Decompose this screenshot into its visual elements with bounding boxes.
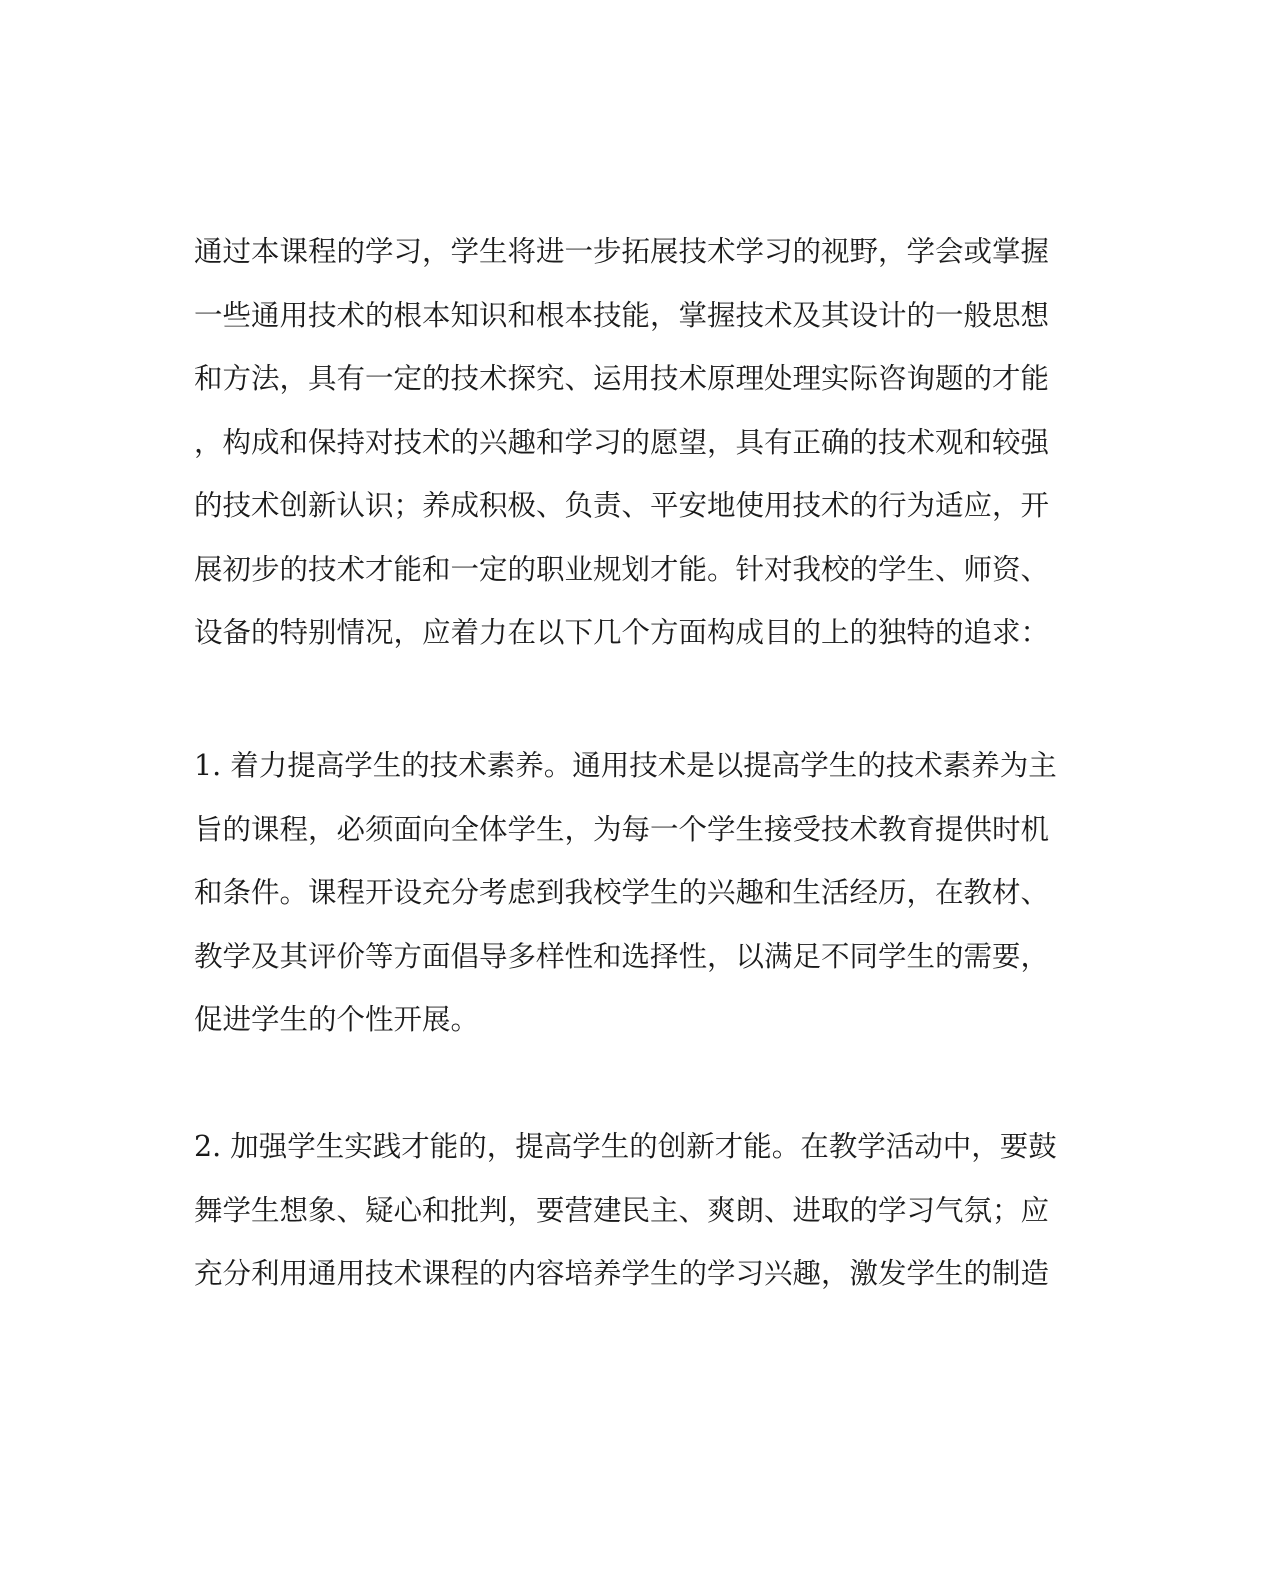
paragraph-point-1: [194, 734, 1064, 1052]
text-line: 充分利用通用技术课程的内容培养学生的学习兴趣，激发学生的制造: [194, 1257, 1050, 1290]
text-line: 和条件。课程开设充分考虑到我校学生的兴趣和生活经历，在教材、: [194, 876, 1050, 909]
text-line: 设备的特别情况，应着力在以下几个方面构成目的上的独特的追求：: [194, 616, 1050, 649]
text-line: ，构成和保持对技术的兴趣和学习的愿望，具有正确的技术观和较强: [194, 425, 1050, 459]
text-line: 舞学生想象、疑心和批判，要营建民主、爽朗、进取的学习气氛；应: [194, 1193, 1050, 1227]
text-line: 展初步的技术才能和一定的职业规划才能。针对我校的学生、师资、: [194, 552, 1050, 586]
text-line: 一些通用技术的根本知识和根本技能，掌握技术及其设计的一般思想: [194, 298, 1050, 332]
text-line: 2. 加强学生实践才能的，提高学生的创新才能。在教学活动中，要鼓: [194, 1130, 1057, 1163]
text-line: 通过本课程的学习，学生将进一步拓展技术学习的视野，学会或掌握: [194, 235, 1050, 268]
text-line: 教学及其评价等方面倡导多样性和选择性，以满足不同学生的需要，: [194, 939, 1050, 973]
text-line: 促进学生的个性开展。: [194, 1003, 480, 1036]
text-line: 旨的课程，必须面向全体学生，为每一个学生接受技术教育提供时机: [194, 812, 1050, 846]
text-line: 和方法，具有一定的技术探究、运用技术原理处理实际咨询题的才能: [194, 362, 1050, 395]
paragraph-point-2: [194, 1115, 1064, 1306]
paragraph-intro: [194, 220, 1064, 665]
text-line: 的技术创新认识；养成积极、负责、平安地使用技术的行为适应，开: [194, 489, 1050, 522]
text-line: 1. 着力提高学生的技术素养。通用技术是以提高学生的技术素养为主: [194, 749, 1057, 782]
